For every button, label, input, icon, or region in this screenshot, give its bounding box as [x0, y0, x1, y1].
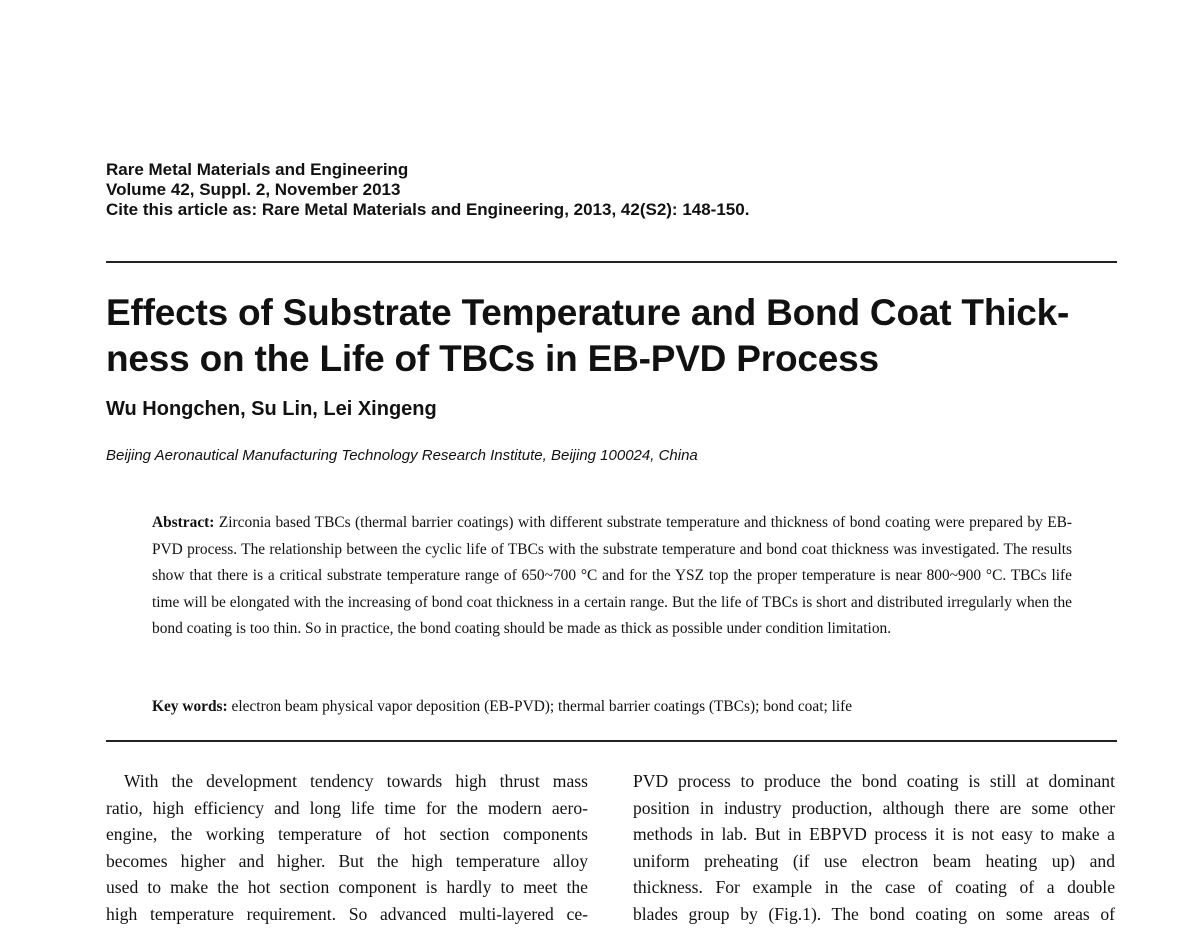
body-line: engine, the working temperature of hot section components — [106, 824, 588, 845]
article-authors: Wu Hongchen, Su Lin, Lei Xingeng — [106, 398, 437, 420]
body-line: uniform preheating (if use electron beam heating up) and — [633, 850, 1115, 871]
body-line: ratio, high efficiency and long life time for the modern aero- — [106, 797, 588, 818]
article-affiliation: Beijing Aeronautical Manufacturing Technology Research Institute, Beijing 100024, China — [106, 447, 698, 464]
journal-volume: Volume 42, Suppl. 2, November 2013 — [106, 180, 401, 199]
body-line: high temperature requirement. So advanced multi-layered ce- — [106, 903, 588, 924]
body-line: PVD process to produce the bond coating is still at dominant — [633, 771, 1115, 791]
journal-name: Rare Metal Materials and Engineering — [106, 160, 409, 179]
article-title — [106, 290, 1126, 382]
abstract-divider — [106, 740, 1117, 742]
body-line: used to make the hot section component is hardly to meet the — [106, 877, 588, 898]
body-line: becomes higher and higher. But the high temperature alloy — [106, 850, 588, 871]
article-title-line-1: Effects of Substrate Temperature and Bond Coat Thick- — [106, 292, 1070, 333]
abstract — [152, 510, 1072, 643]
body-column-left — [106, 768, 588, 928]
journal-citation: Cite this article as: Rare Metal Materials and Engineering, 2013, 42(S2): 148-150. — [106, 200, 750, 219]
article-title-line-2: ness on the Life of TBCs in EB-PVD Process — [106, 338, 879, 379]
body-line: blades group by (Fig.1). The bond coating on some areas of — [633, 903, 1115, 924]
body-line: position in industry production, although there are some other — [633, 797, 1115, 818]
abstract-text: Zirconia based TBCs (thermal barrier coatings) with different substrate temperature and thickness of bond coating were prepared by EB-PVD process. The relationship between the cyclic life of TBCs with the substrate temperature and bond coat thickness was investigated. The results show that there is a critical substrate temperature range of 650~700 °C and for the YSZ top the proper temperature is near 800~900 °C. TBCs life time will be elongated with the increasing of bond coat thickness in a certain range. But the life of TBCs is short and distributed irregularly when the bond coating is too thin. So in practice, the bond coating should be made as thick as possible under condition limitation. — [152, 514, 1072, 637]
body-line: With the development tendency towards high thrust mass — [124, 771, 588, 791]
keywords — [152, 696, 1072, 718]
keywords-text: electron beam physical vapor deposition (EB-PVD); thermal barrier coatings (TBCs); bond coat; life — [227, 698, 853, 715]
body-line: methods in lab. But in EBPVD process it is not easy to make a — [633, 824, 1115, 845]
body-line: thickness. For example in the case of coating of a double — [633, 877, 1115, 898]
abstract-label: Abstract: — [152, 514, 215, 531]
keywords-label: Key words: — [152, 698, 228, 715]
body-column-right — [633, 768, 1115, 928]
journal-header — [106, 160, 749, 220]
header-divider — [106, 261, 1117, 263]
